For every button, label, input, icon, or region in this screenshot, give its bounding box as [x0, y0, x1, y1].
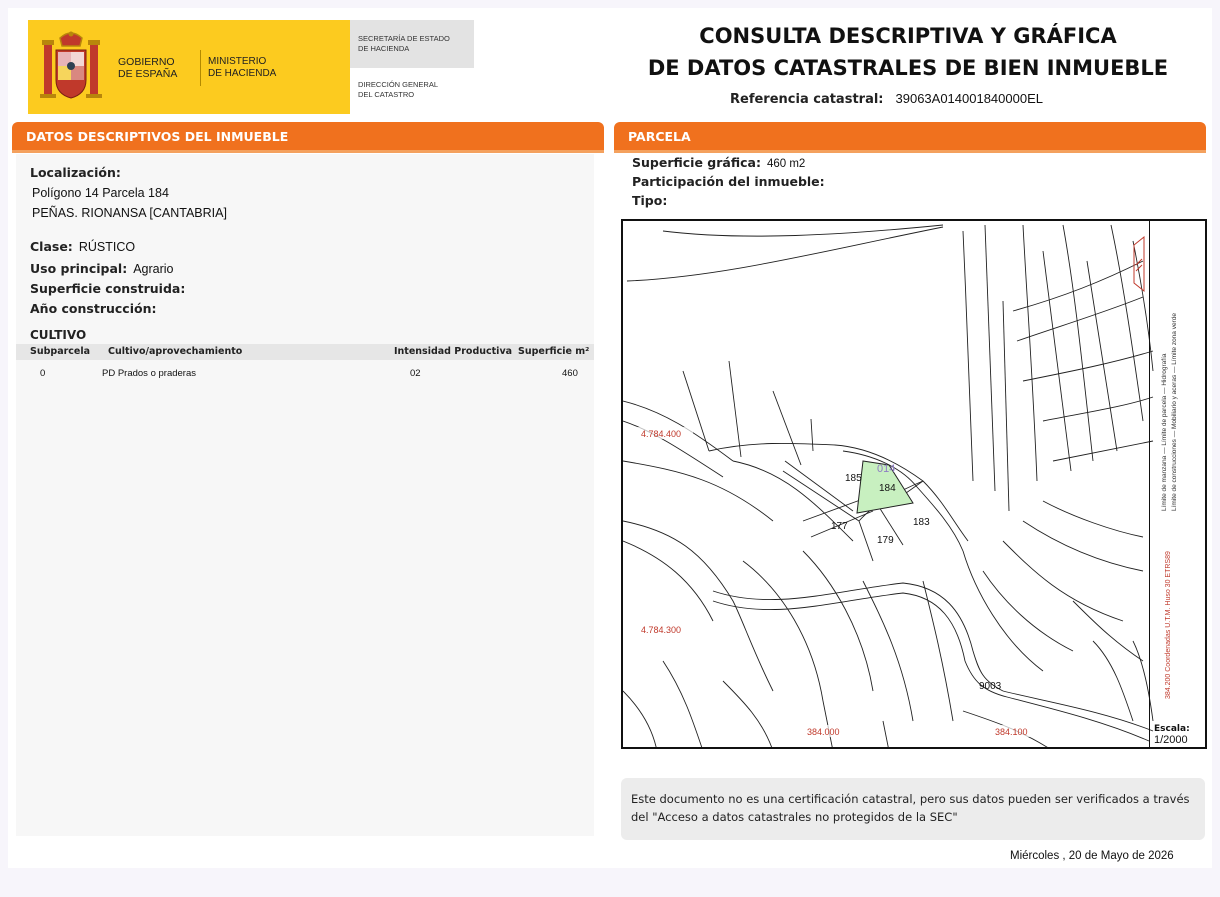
cultivo-table-header [16, 344, 594, 360]
parcel-label-185: 185 [845, 473, 862, 484]
logo-divider [200, 50, 201, 86]
col-cultivo: Cultivo/aprovechamiento [108, 346, 243, 357]
superficie-grafica-field: Superficie gráfica: 460 m2 [632, 155, 806, 170]
document-title: CONSULTA DESCRIPTIVA Y GRÁFICA DE DATOS CATASTRALES DE BIEN INMUEBLE [647, 24, 1169, 80]
ministerio-name: MINISTERIO DE HACIENDA [208, 56, 277, 79]
road-label-9003: 9003 [979, 681, 1002, 692]
disclaimer-text: Este documento no es una certificación catastral, pero sus datos pueden ser verificados a través del "Acceso a datos catastrales no protegidos de la SEC" [631, 792, 1190, 824]
secretaria-block [350, 20, 474, 68]
datos-descriptivos-header: DATOS DESCRIPTIVOS DEL INMUEBLE [12, 122, 604, 150]
scale-box [1150, 721, 1206, 748]
scale-label: Escala: [1154, 724, 1190, 734]
cell-intensidad: 02 [410, 368, 421, 379]
localizacion-line1: Polígono 14 Parcela 184 [32, 186, 169, 200]
cultivo-title: CULTIVO [30, 328, 87, 342]
coord-label-north-2: 4.784.300 [641, 625, 682, 635]
col-subparcela: Subparcela [30, 346, 91, 357]
uso-principal-field: Uso principal: Agrario [30, 261, 174, 276]
coat-of-arms-icon [40, 30, 102, 104]
clase-field: Clase: RÚSTICO [30, 239, 136, 254]
coord-label-east-2: 384.100 [995, 727, 1028, 737]
document-date: Miércoles , 20 de Mayo de 2026 [1010, 850, 1174, 862]
government-logo-block [28, 20, 350, 114]
referencia-catastral [730, 90, 1043, 107]
parcel-label-184: 184 [879, 483, 896, 494]
cell-superficie: 460 [562, 368, 578, 379]
localizacion-label: Localización: [30, 165, 121, 180]
legend-divider [1149, 221, 1150, 747]
parcel-lines [623, 221, 1207, 749]
cell-subparcela: 0 [40, 368, 46, 379]
datos-descriptivos-panel [16, 154, 594, 836]
localizacion-line2: PEÑAS. RIONANSA [CANTABRIA] [32, 206, 227, 220]
table-row [16, 366, 594, 382]
parcel-label-177: 177 [831, 521, 848, 532]
secretaria-text: SECRETARÍA DE ESTADO DE HACIENDA [358, 34, 450, 53]
document-page [8, 8, 1212, 868]
disclaimer-box [621, 778, 1205, 840]
col-superficie: Superficie m² [518, 346, 590, 357]
north-arrow-icon [1132, 235, 1146, 293]
cadastral-map[interactable] [621, 219, 1207, 749]
referencia-label: Referencia catastral: [730, 92, 884, 107]
participacion-field: Participación del inmueble: [632, 174, 825, 189]
legend-line-1: Límite de manzana — Límite de parcela — Hidrografía [1161, 353, 1168, 511]
legend-line-2: Límite de construcciones — Mobiliario y aceras — Límite zona verde [1171, 313, 1178, 511]
parcel-label-179: 179 [877, 535, 894, 546]
referencia-value: 39063A014001840000EL [895, 91, 1043, 106]
parcela-header: PARCELA [614, 122, 1206, 150]
anio-construccion-field: Año construcción: [30, 301, 157, 316]
parcel-label-183: 183 [913, 517, 930, 528]
gobierno-name: GOBIERNO DE ESPAÑA [118, 56, 178, 80]
polygon-label-014: 014 [877, 463, 896, 475]
coord-label-north-1: 4.784.400 [641, 429, 682, 439]
scale-value: 1/2000 [1154, 734, 1188, 746]
cell-cultivo: PD Prados o praderas [102, 368, 196, 379]
coord-label-east-1: 384.000 [807, 727, 840, 737]
superficie-construida-field: Superficie construida: [30, 281, 186, 296]
legend-coordinates: 384.200 Coordenadas U.T.M. Huso 30 ETRS89 [1165, 551, 1172, 699]
col-intensidad: Intensidad Productiva [394, 346, 513, 357]
tipo-field: Tipo: [632, 193, 668, 208]
direccion-general-text: DIRECCIÓN GENERAL DEL CATASTRO [358, 80, 439, 99]
